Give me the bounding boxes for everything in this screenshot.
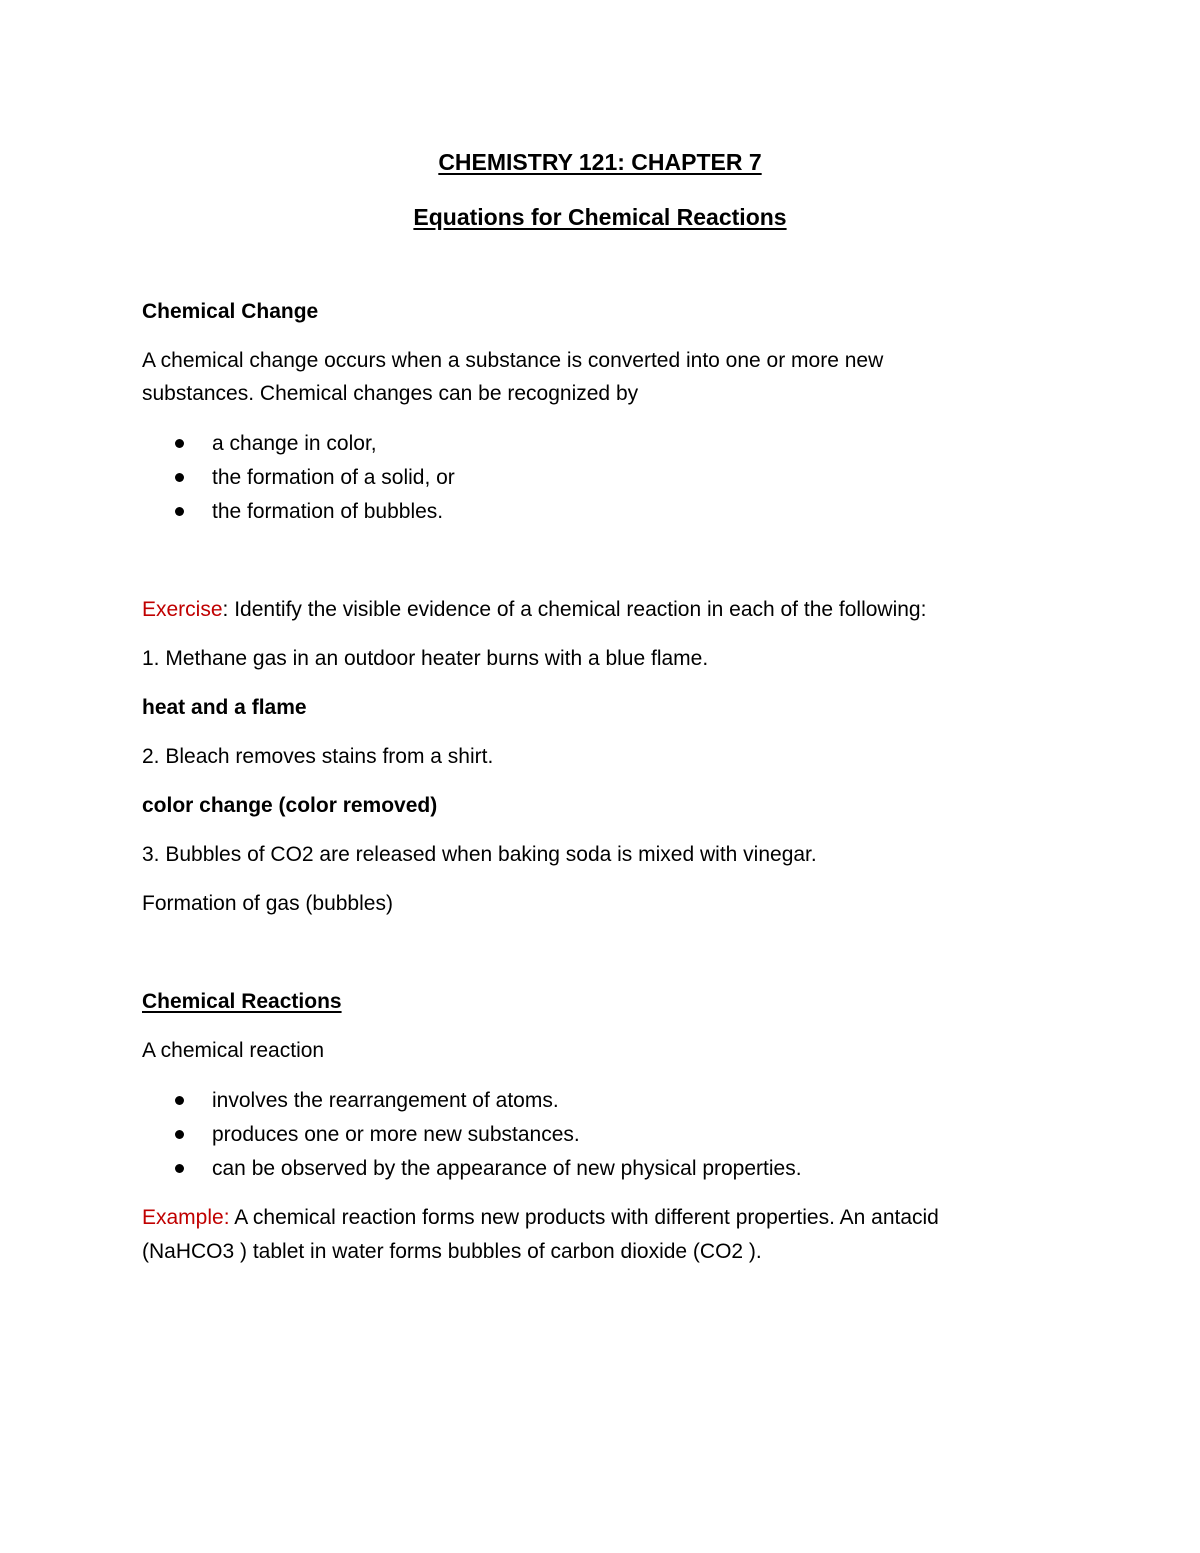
chemical-change-intro-line-1: A chemical change occurs when a substance is converted into one or more new — [142, 349, 884, 372]
list-item: produces one or more new substances. — [212, 1123, 580, 1146]
section-heading-chemical-reactions: Chemical Reactions — [142, 990, 342, 1013]
bullet-icon — [175, 439, 184, 448]
exercise-question-3: 3. Bubbles of CO2 are released when baking soda is mixed with vinegar. — [142, 843, 817, 866]
bullet-icon — [175, 1164, 184, 1173]
list-item: can be observed by the appearance of new physical properties. — [212, 1157, 802, 1180]
exercise-answer-3: Formation of gas (bubbles) — [142, 892, 393, 915]
list-item: the formation of bubbles. — [212, 500, 444, 523]
list-item: a change in color, — [212, 432, 377, 455]
bullet-icon — [175, 507, 184, 516]
list-item: the formation of a solid, or — [212, 466, 455, 489]
example-text-line-1: A chemical reaction forms new products with different properties. An antacid — [229, 1206, 939, 1229]
bullet-icon — [175, 1130, 184, 1139]
example-label: Example: — [142, 1206, 230, 1229]
page-subtitle: Equations for Chemical Reactions — [413, 204, 787, 230]
list-item: involves the rearrangement of atoms. — [212, 1089, 559, 1112]
example-line-1 — [142, 1205, 939, 1231]
exercise-question-1: 1. Methane gas in an outdoor heater burns with a blue flame. — [142, 647, 709, 670]
exercise-prompt: : Identify the visible evidence of a chemical reaction in each of the following: — [222, 598, 927, 621]
chemical-reactions-intro: A chemical reaction — [142, 1039, 325, 1062]
exercise-question-2: 2. Bleach removes stains from a shirt. — [142, 745, 494, 768]
exercise-line — [142, 597, 926, 623]
exercise-answer-1: heat and a flame — [142, 696, 307, 719]
exercise-label: Exercise — [142, 598, 223, 621]
bullet-icon — [175, 473, 184, 482]
chemical-change-intro-line-2: substances. Chemical changes can be recognized by — [142, 382, 639, 405]
example-text-line-2: (NaHCO3 ) tablet in water forms bubbles of carbon dioxide (CO2 ). — [142, 1240, 762, 1263]
exercise-answer-2: color change (color removed) — [142, 794, 438, 817]
section-heading-chemical-change: Chemical Change — [142, 300, 319, 323]
page-title: CHEMISTRY 121: CHAPTER 7 — [438, 149, 762, 175]
bullet-icon — [175, 1096, 184, 1105]
